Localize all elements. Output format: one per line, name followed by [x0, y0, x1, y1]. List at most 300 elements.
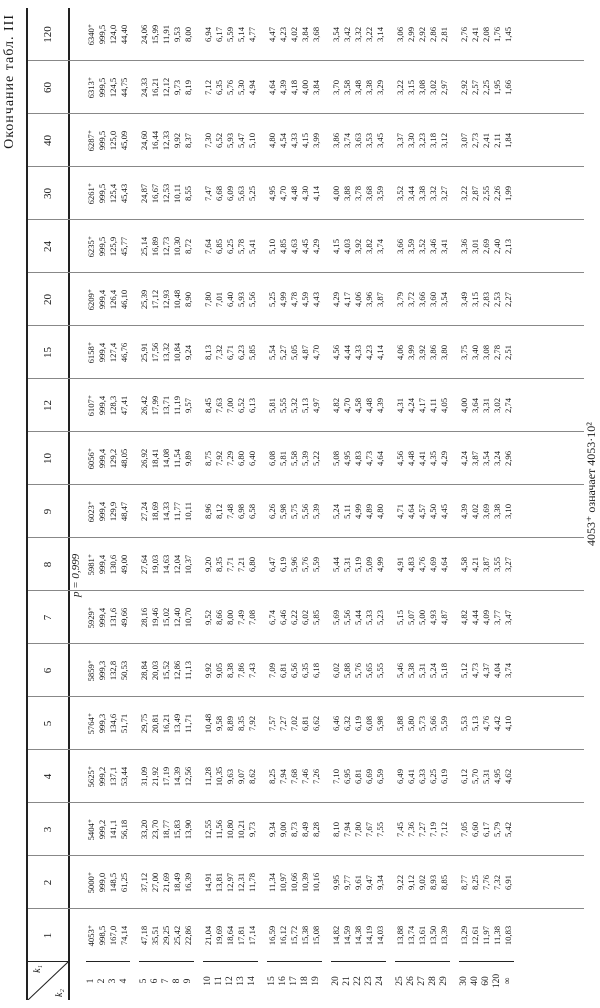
table-value: 20,81 — [150, 713, 160, 734]
table-value: 9,89 — [183, 450, 193, 467]
table-value: 14,39 — [172, 766, 182, 787]
table-value: 4,48 — [289, 185, 299, 202]
table-value: 16,44 — [150, 130, 160, 151]
table-value: 9,47 — [364, 874, 374, 891]
table-cell-group — [86, 485, 130, 538]
table-value: 4,89 — [364, 503, 374, 520]
table-cell-group — [267, 326, 322, 379]
table-value: 9,24 — [183, 344, 193, 361]
table-value: 128,3 — [108, 395, 118, 416]
table-value: 6,62 — [311, 715, 321, 732]
table-value: 7,80 — [203, 291, 213, 308]
column-header: 24 — [42, 241, 54, 252]
table-cell-group — [395, 379, 450, 432]
table-value: 4,14 — [311, 185, 321, 202]
table-value: 10,11 — [172, 183, 182, 204]
table-cell-group — [267, 432, 322, 485]
table-value: 15,08 — [311, 925, 321, 946]
table-value: 11,77 — [172, 501, 182, 522]
table-value: 2,76 — [459, 26, 469, 43]
table-value: 9,92 — [203, 662, 213, 679]
table-value: 4,29 — [331, 291, 341, 308]
table-value: 5859⁺ — [86, 659, 96, 682]
row-label: 20 — [331, 976, 341, 986]
table-value: 4,87 — [439, 609, 449, 626]
table-value: 7,08 — [247, 609, 257, 626]
table-value: 3,48 — [353, 79, 363, 96]
table-cell-group — [395, 432, 450, 485]
table-value: 2,69 — [481, 238, 491, 255]
table-value: 6,41 — [406, 768, 416, 785]
table-value: 10,37 — [183, 554, 193, 575]
table-value: 8,73 — [289, 821, 299, 838]
table-value: 4,45 — [300, 238, 310, 255]
table-value: 5,93 — [236, 291, 246, 308]
table-value: 4,23 — [278, 26, 288, 43]
table-value: 4,77 — [247, 26, 257, 43]
table-value: 10,35 — [214, 766, 224, 787]
table-value: 6,60 — [470, 821, 480, 838]
table-value: 8,49 — [300, 821, 310, 838]
table-value: 137,1 — [108, 766, 118, 787]
table-cell-group — [331, 538, 386, 591]
table-heading: Окончание табл. III — [2, 14, 17, 149]
row-label: 3 — [108, 978, 118, 984]
table-value: 5,54 — [267, 344, 277, 361]
table-value: 27,64 — [139, 554, 149, 575]
table-cell-group — [139, 326, 194, 379]
table-cell-group — [139, 379, 194, 432]
table-value: 2,51 — [503, 344, 513, 361]
row-label: 19 — [311, 976, 321, 986]
table-value: 125,0 — [108, 130, 118, 151]
table-cell-group — [203, 167, 258, 220]
table-value: 3,52 — [417, 238, 427, 255]
table-value: 1,95 — [492, 79, 502, 96]
table-cell-group — [203, 856, 258, 909]
table-cell-group — [267, 379, 322, 432]
table-value: 2,83 — [481, 291, 491, 308]
table-cell-group — [395, 644, 450, 697]
table-value: 5,88 — [395, 715, 405, 732]
table-value: 4,45 — [439, 503, 449, 520]
table-cell-group — [139, 114, 194, 167]
table-value: 129,9 — [108, 501, 118, 522]
table-value: 4,24 — [406, 397, 416, 414]
table-value: 127,4 — [108, 342, 118, 363]
table-value: 6,81 — [300, 715, 310, 732]
table-value: 8,37 — [183, 132, 193, 149]
table-value: 12,53 — [161, 183, 171, 204]
table-value: 7,76 — [481, 874, 491, 891]
table-cell-group — [459, 803, 514, 856]
table-value: 6,35 — [300, 662, 310, 679]
table-value: 4,05 — [439, 397, 449, 414]
table-value: 4,39 — [459, 503, 469, 520]
table-value: 7,57 — [267, 715, 277, 732]
table-cell-group — [331, 750, 386, 803]
table-value: 4,59 — [300, 291, 310, 308]
table-value: 999,4 — [97, 395, 107, 416]
table-value: 31,09 — [139, 766, 149, 787]
table-value: 3,68 — [311, 26, 321, 43]
table-value: 3,01 — [470, 238, 480, 255]
table-value: 5,18 — [439, 662, 449, 679]
table-value: 19,46 — [150, 607, 160, 628]
table-value: 10,48 — [203, 713, 213, 734]
table-value: 9,73 — [247, 821, 257, 838]
table-cell-group — [86, 61, 130, 114]
corner-cell — [28, 961, 68, 1000]
table-value: 8,12 — [214, 503, 224, 520]
table-value: 4,39 — [278, 79, 288, 96]
table-value: 12,56 — [183, 766, 193, 787]
table-value: 4,10 — [503, 715, 513, 732]
table-value: 9,73 — [172, 79, 182, 96]
table-value: 5,59 — [225, 26, 235, 43]
table-cell-group — [267, 909, 322, 962]
table-value: 6158⁺ — [86, 341, 96, 364]
table-value: 124,0 — [108, 24, 118, 45]
table-value: 8,13 — [203, 344, 213, 361]
table-value: 3,22 — [364, 26, 374, 43]
table-value: 3,84 — [300, 26, 310, 43]
table-value: 3,40 — [470, 344, 480, 361]
table-value: 14,91 — [203, 872, 213, 893]
table-value: 125,9 — [108, 236, 118, 257]
table-value: 6313⁺ — [86, 76, 96, 99]
table-cell-group — [203, 432, 258, 485]
table-value: 4,09 — [481, 609, 491, 626]
row-label: 16 — [278, 976, 288, 986]
table-value: 7,47 — [203, 185, 213, 202]
table-value: 6,19 — [353, 715, 363, 732]
table-value: 5,30 — [236, 79, 246, 96]
table-value: 16,89 — [150, 236, 160, 257]
table-value: 3,87 — [470, 450, 480, 467]
table-value: 2,87 — [470, 185, 480, 202]
row-label: 6 — [150, 978, 160, 984]
table-value: 7,45 — [395, 821, 405, 838]
table-value: 4,91 — [395, 556, 405, 573]
table-value: 4,44 — [342, 344, 352, 361]
table-value: 3,38 — [364, 79, 374, 96]
row-label: 26 — [406, 976, 416, 986]
table-value: 7,10 — [331, 768, 341, 785]
table-value: 7,71 — [225, 556, 235, 573]
table-value: 6,91 — [503, 874, 513, 891]
table-value: 8,89 — [225, 715, 235, 732]
table-value: 5,69 — [331, 609, 341, 626]
table-value: 6,47 — [267, 556, 277, 573]
table-value: 1,45 — [503, 26, 513, 43]
table-value: 2,92 — [459, 79, 469, 96]
table-value: 6,18 — [311, 662, 321, 679]
table-value: 3,54 — [439, 291, 449, 308]
table-value: 3,07 — [459, 132, 469, 149]
table-value: 4,57 — [417, 503, 427, 520]
table-value: 51,71 — [119, 713, 129, 734]
table-value: 6,81 — [353, 768, 363, 785]
table-value: 13,29 — [459, 925, 469, 946]
table-value: 3,74 — [375, 238, 385, 255]
table-value: 7,05 — [459, 821, 469, 838]
table-value: 7,94 — [342, 821, 352, 838]
column-header: 12 — [42, 400, 54, 411]
table-value: 4,94 — [247, 79, 257, 96]
table-cell-group — [459, 8, 514, 61]
table-cell-group — [203, 909, 258, 962]
table-value: 5,76 — [353, 662, 363, 679]
table-value: 4,30 — [300, 185, 310, 202]
table-value: 7,55 — [375, 821, 385, 838]
table-value: 124,5 — [108, 77, 118, 98]
table-value: 3,99 — [311, 132, 321, 149]
table-value: 4,99 — [353, 503, 363, 520]
table-value: 5,14 — [236, 26, 246, 43]
table-value: 18,49 — [172, 872, 182, 893]
table-value: 6,13 — [247, 397, 257, 414]
row-label-group — [395, 961, 450, 1000]
table-value: 2,73 — [470, 132, 480, 149]
table-value: 5,59 — [439, 715, 449, 732]
table-value: 5,70 — [470, 768, 480, 785]
table-value: 3,30 — [406, 132, 416, 149]
table-value: 14,03 — [375, 925, 385, 946]
table-value: 141,1 — [108, 819, 118, 840]
table-value: 3,66 — [417, 291, 427, 308]
table-value: 6,56 — [289, 662, 299, 679]
table-cell-group — [86, 591, 130, 644]
table-value: 8,38 — [225, 662, 235, 679]
table-value: 5,63 — [236, 185, 246, 202]
table-cell-group — [139, 538, 194, 591]
table-value: 5,65 — [364, 662, 374, 679]
table-cell-group — [86, 379, 130, 432]
table-value: 3,14 — [375, 26, 385, 43]
table-cell-group — [139, 432, 194, 485]
table-value: 5,24 — [428, 662, 438, 679]
table-value: 3,27 — [503, 556, 513, 573]
table-value: 5,27 — [278, 344, 288, 361]
table-value: 4,00 — [300, 79, 310, 96]
table-value: 5,53 — [459, 715, 469, 732]
table-cell-group — [267, 61, 322, 114]
table-value: 6,80 — [236, 450, 246, 467]
table-value: 3,12 — [439, 132, 449, 149]
table-value: 3,78 — [353, 185, 363, 202]
table-value: 9,63 — [225, 768, 235, 785]
table-cell-group — [86, 909, 130, 962]
table-value: 12,40 — [172, 607, 182, 628]
table-value: 22,86 — [183, 925, 193, 946]
table-cell-group — [395, 326, 450, 379]
table-value: 24,06 — [139, 24, 149, 45]
table-cell-group — [459, 326, 514, 379]
table-cell-group — [86, 538, 130, 591]
table-value: 20,03 — [150, 660, 160, 681]
row-label: 14 — [247, 976, 257, 986]
table-value: 2,57 — [470, 79, 480, 96]
table-value: 6,09 — [225, 185, 235, 202]
table-value: 3,38 — [417, 185, 427, 202]
table-value: 6,02 — [331, 662, 341, 679]
table-value: 17,81 — [236, 925, 246, 946]
table-value: 2,81 — [439, 26, 449, 43]
table-value: 6,81 — [278, 662, 288, 679]
table-value: 44,75 — [119, 77, 129, 98]
table-value: 8,93 — [428, 874, 438, 891]
table-value: 56,18 — [119, 819, 129, 840]
table-value: 5,07 — [406, 609, 416, 626]
table-value: 131,6 — [108, 607, 118, 628]
table-value: 4,18 — [289, 79, 299, 96]
table-value: 10,70 — [183, 607, 193, 628]
table-value: 8,55 — [183, 185, 193, 202]
table-value: 8,85 — [439, 874, 449, 891]
table-value: 33,20 — [139, 819, 149, 840]
table-value: 4,33 — [289, 132, 299, 149]
table-value: 998,5 — [97, 925, 107, 946]
table-value: 9,00 — [278, 821, 288, 838]
table-value: 9,20 — [203, 556, 213, 573]
table-value: 6,52 — [214, 132, 224, 149]
table-value: 8,25 — [267, 768, 277, 785]
table-value: 3,68 — [364, 185, 374, 202]
table-value: 10,80 — [225, 819, 235, 840]
table-value: 12,33 — [161, 130, 171, 151]
table-value: 12,61 — [470, 925, 480, 946]
table-value: 6,02 — [300, 609, 310, 626]
table-value: 44,40 — [119, 24, 129, 45]
table-value: 5,10 — [267, 238, 277, 255]
row-label: 30 — [459, 976, 469, 986]
table-value: 6023⁺ — [86, 500, 96, 523]
table-value: 10,48 — [172, 289, 182, 310]
table-cell-group — [331, 697, 386, 750]
table-cell-group — [395, 856, 450, 909]
table-value: 5,79 — [492, 821, 502, 838]
table-value: 5,39 — [311, 503, 321, 520]
row-label: 22 — [353, 976, 363, 986]
table-value: 6,32 — [342, 715, 352, 732]
table-value: 23,70 — [150, 819, 160, 840]
k1-label: k₁ — [32, 965, 43, 973]
table-value: 4,15 — [300, 132, 310, 149]
table-value: 3,08 — [481, 344, 491, 361]
table-value: 4,70 — [311, 344, 321, 361]
table-value: 28,84 — [139, 660, 149, 681]
table-value: 5,10 — [247, 132, 257, 149]
table-value: 7,21 — [236, 556, 246, 573]
column-header: 9 — [42, 508, 54, 515]
table-value: 6,69 — [364, 768, 374, 785]
table-value: 6,12 — [459, 768, 469, 785]
table-cell-group — [86, 644, 130, 697]
table-value: 53,44 — [119, 766, 129, 787]
table-cell-group — [267, 856, 322, 909]
table-value: 3,63 — [353, 132, 363, 149]
table-value: 4,37 — [481, 662, 491, 679]
table-value: 999,4 — [97, 607, 107, 628]
table-value: 8,35 — [214, 556, 224, 573]
row-label: 40 — [470, 976, 480, 986]
table-value: 12,73 — [161, 236, 171, 257]
table-cell-group — [395, 591, 450, 644]
table-cell-group — [139, 697, 194, 750]
table-value: 5,31 — [342, 556, 352, 573]
table-value: 3,18 — [428, 132, 438, 149]
table-value: 2,08 — [481, 26, 491, 43]
table-value: 11,71 — [183, 713, 193, 734]
table-value: 24,33 — [139, 77, 149, 98]
table-value: 16,21 — [150, 77, 160, 98]
table-cell-group — [459, 61, 514, 114]
table-value: 4053⁺ — [86, 924, 96, 947]
table-value: 12,04 — [172, 554, 182, 575]
table-value: 5,56 — [300, 503, 310, 520]
table-value: 4,42 — [492, 715, 502, 732]
table-value: 132,8 — [108, 660, 118, 681]
table-value: 4,95 — [342, 450, 352, 467]
row-label: 24 — [375, 976, 385, 986]
table-value: 5,41 — [247, 238, 257, 255]
table-cell-group — [331, 644, 386, 697]
table-value: 3,80 — [439, 344, 449, 361]
table-value: 9,95 — [331, 874, 341, 891]
table-value: 2,41 — [481, 132, 491, 149]
table-cell-group — [459, 856, 514, 909]
table-value: 9,34 — [267, 821, 277, 838]
row-label: 9 — [183, 978, 193, 984]
table-value: 3,96 — [364, 291, 374, 308]
table-value: 11,13 — [183, 660, 193, 681]
table-value: 5,73 — [417, 715, 427, 732]
table-value: 14,63 — [161, 554, 171, 575]
table-value: 14,19 — [364, 925, 374, 946]
table-value: 37,12 — [139, 872, 149, 893]
table-value: 3,82 — [364, 238, 374, 255]
table-cell-group — [459, 538, 514, 591]
table-value: 14,33 — [161, 501, 171, 522]
table-cell-group — [86, 803, 130, 856]
table-value: 21,69 — [161, 872, 171, 893]
table-value: 4,69 — [428, 556, 438, 573]
table-value: 6,46 — [278, 609, 288, 626]
table-value: 4,50 — [428, 503, 438, 520]
table-cell-group — [395, 273, 450, 326]
table-value: 15,99 — [150, 24, 160, 45]
table-value: 5,09 — [364, 556, 374, 573]
table-value: 11,54 — [172, 448, 182, 469]
table-value: 17,12 — [150, 289, 160, 310]
table-value: 3,49 — [459, 291, 469, 308]
table-value: 7,64 — [203, 238, 213, 255]
table-value: 4,99 — [278, 291, 288, 308]
table-value: 18,64 — [225, 925, 235, 946]
row-label: 15 — [267, 976, 277, 986]
table-value: 999,2 — [97, 819, 107, 840]
table-cell-group — [459, 750, 514, 803]
table-value: 3,46 — [428, 238, 438, 255]
table-value: 4,85 — [278, 238, 288, 255]
column-header: 4 — [42, 773, 54, 780]
table-value: 5,33 — [364, 609, 374, 626]
table-value: 6,98 — [236, 503, 246, 520]
table-value: 8,25 — [470, 874, 480, 891]
table-value: 999,4 — [97, 448, 107, 469]
table-value: 3,22 — [395, 79, 405, 96]
